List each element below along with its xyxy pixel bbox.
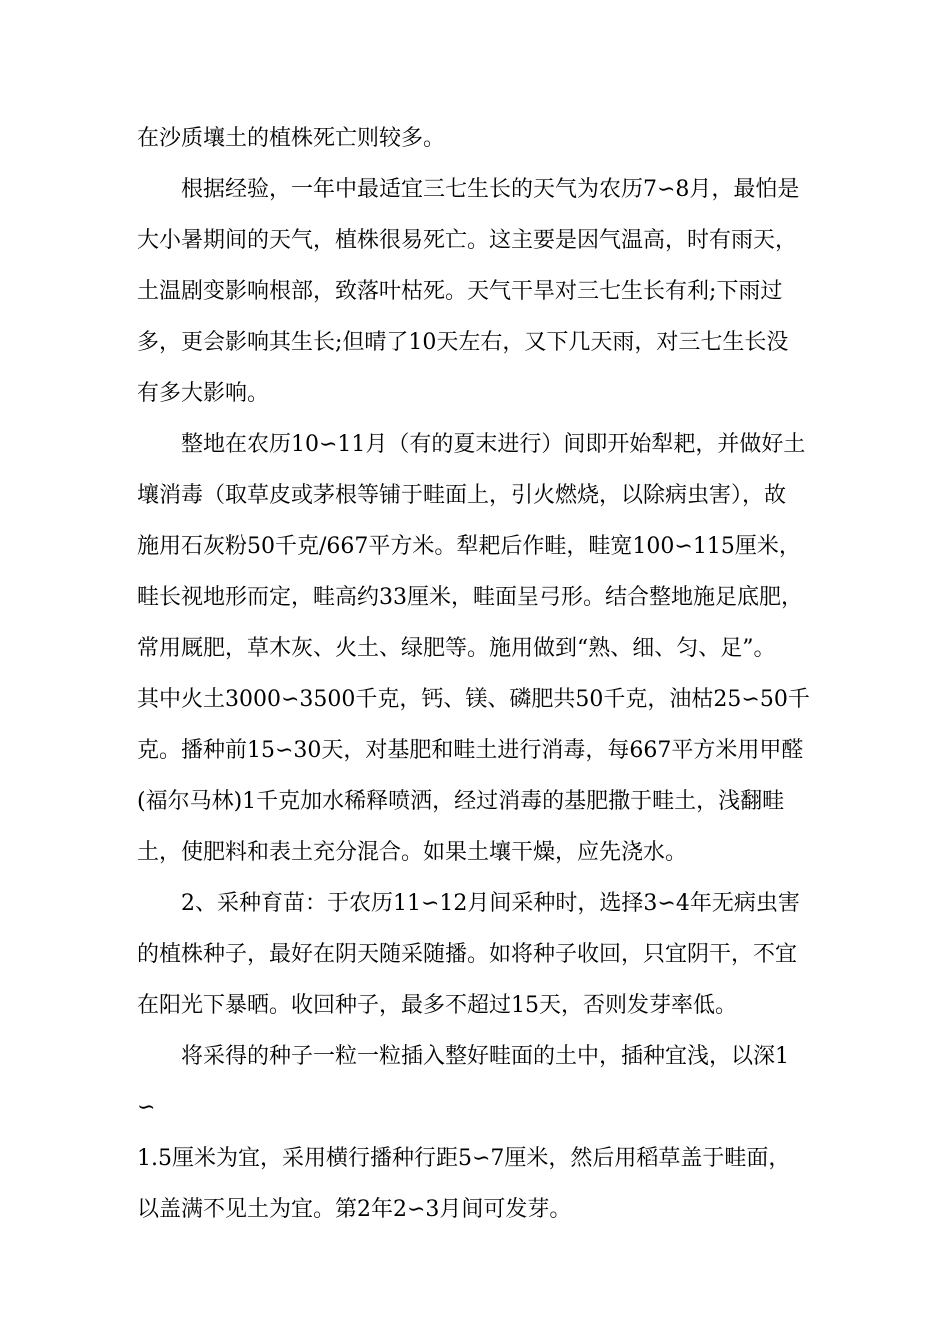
text-line: 土温剧变影响根部，致落叶枯死。天气干旱对三七生长有利;下雨过 bbox=[137, 279, 783, 304]
text-line: 常用厩肥，草木灰、火土、绿肥等。施用做到“熟、细、匀、足”。 bbox=[137, 636, 776, 661]
text-line: 施用石灰粉50千克/667平方米。犁耙后作畦，畦宽100∽115厘米， bbox=[137, 534, 801, 559]
text-line: 克。播种前15∽30天，对基肥和畦土进行消毒，每667平方米用甲醛 bbox=[137, 738, 804, 763]
text-line: 2、采种育苗：于农历11∽12月间采种时，选择3∽4年无病虫害 bbox=[181, 891, 800, 916]
text-line: 1.5厘米为宜，采用横行播种行距5∽7厘米，然后用稻草盖于畦面， bbox=[137, 1146, 791, 1171]
text-line: 有多大影响。 bbox=[137, 381, 270, 406]
text-line: 多，更会影响其生长;但晴了10天左右，又下几天雨，对三七生长没 bbox=[137, 330, 789, 355]
text-line: 在阳光下暴晒。收回种子，最多不超过15天，否则发芽率低。 bbox=[137, 993, 737, 1018]
text-line: ∽ bbox=[137, 1095, 156, 1120]
text-line: 壤消毒（取草皮或茅根等铺于畦面上，引火燃烧，以除病虫害），故 bbox=[137, 483, 787, 508]
text-line: (福尔马林)1千克加水稀释喷洒，经过消毒的基肥撒于畦土，浅翻畦 bbox=[137, 789, 785, 814]
text-line: 土，使肥料和表土充分混合。如果土壤干燥，应先浇水。 bbox=[137, 840, 688, 865]
text-line: 在沙质壤土的植株死亡则较多。 bbox=[137, 126, 446, 151]
text-line: 其中火土3000∽3500千克，钙、镁、磷肥共50千克，油枯25∽50千 bbox=[137, 687, 810, 712]
text-line: 以盖满不见土为宜。第2年2∽3月间可发芽。 bbox=[137, 1197, 572, 1222]
text-line: 将采得的种子一粒一粒插入整好畦面的土中，插种宜浅，以深1 bbox=[181, 1044, 789, 1069]
text-line: 大小暑期间的天气，植株很易死亡。这主要是因气温高，时有雨天， bbox=[137, 228, 798, 253]
text-line: 的植株种子，最好在阴天随采随播。如将种子收回，只宜阴干，不宜 bbox=[137, 942, 798, 967]
text-line: 整地在农历10∽11月（有的夏末进行）间即开始犁耙，并做好土 bbox=[181, 432, 806, 457]
text-line: 畦长视地形而定，畦高约33厘米，畦面呈弓形。结合整地施足底肥， bbox=[137, 585, 803, 610]
text-line: 根据经验，一年中最适宜三七生长的天气为农历7∽8月，最怕是 bbox=[181, 177, 800, 202]
